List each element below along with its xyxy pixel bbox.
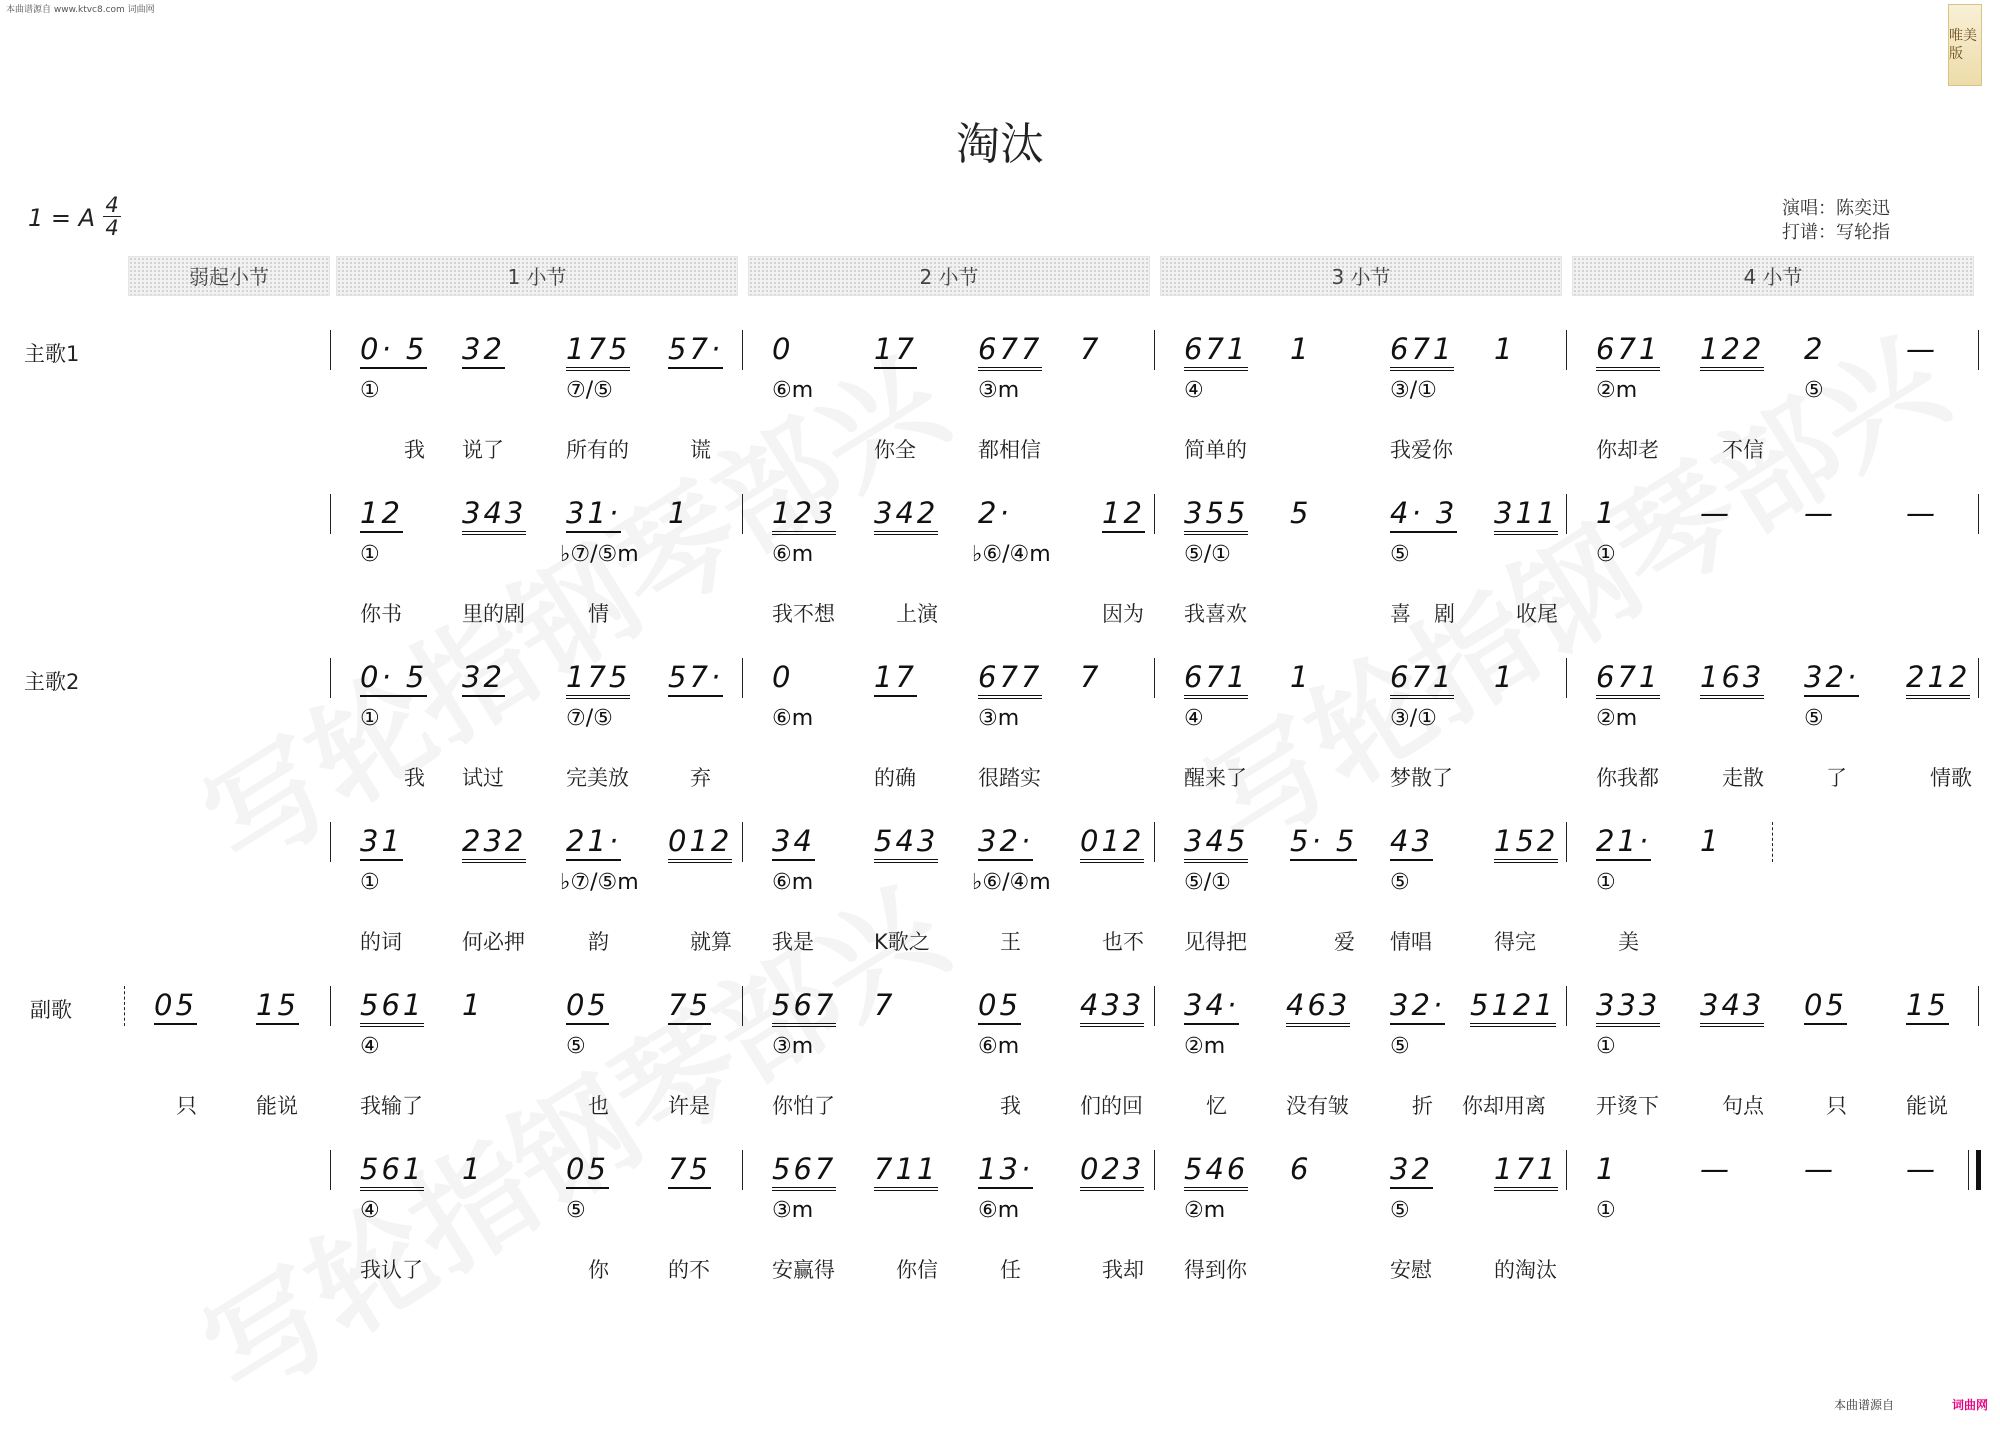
lyric: 我不想	[772, 602, 835, 626]
jianpu-note: 122	[1700, 332, 1764, 371]
footer-source: 本曲谱源自	[1834, 1398, 1895, 1412]
jianpu-note: 7	[1080, 660, 1102, 694]
lyric: 韵	[588, 930, 609, 954]
jianpu-note: 0	[772, 660, 794, 694]
lyric: 你却老	[1596, 438, 1659, 462]
jianpu-note: —	[1906, 496, 1938, 530]
lyric: 你我都	[1596, 766, 1659, 790]
footer-brand[interactable]: 词曲网	[1952, 1398, 1989, 1412]
chord-marker: ⑤/①	[1184, 870, 1231, 895]
jianpu-note: 32	[462, 332, 505, 369]
lyric: 弃	[690, 766, 711, 790]
jianpu-note: 2·	[978, 496, 1012, 530]
lyric: 开烫下	[1596, 1094, 1659, 1118]
time-signature	[100, 194, 124, 239]
jianpu-note: 677	[978, 332, 1042, 371]
section-label-chorus: 副歌	[30, 998, 72, 1022]
lyric: 我	[1000, 1094, 1021, 1118]
jianpu-note: 31	[360, 824, 403, 861]
lyric: 都相信	[978, 438, 1041, 462]
jianpu-note: 023	[1080, 1152, 1144, 1191]
chord-marker: ③/①	[1390, 706, 1437, 731]
lyric: 得完	[1494, 930, 1536, 954]
jianpu-note: —	[1906, 1152, 1938, 1186]
lyric: 我是	[772, 930, 814, 954]
jianpu-note: 4· 3	[1390, 496, 1457, 533]
chord-marker: ⑦/⑤	[566, 378, 613, 403]
jianpu-note: 433	[1080, 988, 1144, 1027]
lyric: 就算	[690, 930, 732, 954]
lyric: 的淘汰	[1494, 1258, 1557, 1282]
lyric: 也	[588, 1094, 609, 1118]
jianpu-note: 5	[1290, 496, 1312, 530]
jianpu-note: 05	[154, 988, 197, 1025]
jianpu-note: 671	[1596, 660, 1660, 699]
chord-marker: ③m	[978, 706, 1020, 731]
lyric: 的词	[360, 930, 402, 954]
jianpu-note: 17	[874, 660, 917, 697]
barline	[1154, 494, 1155, 534]
jianpu-note: 343	[462, 496, 526, 535]
jianpu-note: 57·	[668, 660, 723, 697]
jianpu-note: 12	[360, 496, 403, 533]
chord-marker: ③m	[772, 1034, 814, 1059]
lyric: 也不	[1102, 930, 1144, 954]
lyric: 我认了	[360, 1258, 423, 1282]
barline-dashed	[124, 986, 125, 1026]
lyric: 许是	[668, 1094, 710, 1118]
measure-label-1: 1 小节	[336, 256, 738, 296]
jianpu-note: —	[1804, 496, 1836, 530]
lyric: 我爱你	[1390, 438, 1453, 462]
jianpu-note: 32·	[1390, 988, 1445, 1025]
barline	[742, 1150, 743, 1190]
barline	[1566, 822, 1567, 862]
chord-marker: ⑤	[566, 1198, 586, 1223]
jianpu-note: 43	[1390, 824, 1433, 861]
jianpu-note: 1	[1596, 1152, 1618, 1186]
jianpu-note: 34·	[1184, 988, 1239, 1025]
edition-seal	[1948, 4, 1982, 86]
barline	[742, 986, 743, 1026]
chord-marker: ⑤	[1390, 1034, 1410, 1059]
lyric: 我喜欢	[1184, 602, 1247, 626]
song-title: 淘汰	[956, 119, 1044, 170]
chord-marker: ♭⑥/④m	[972, 542, 1051, 567]
jianpu-note: 343	[1700, 988, 1764, 1027]
jianpu-note: 1	[1596, 496, 1618, 530]
jianpu-note: 6	[1290, 1152, 1312, 1186]
jianpu-note: 152	[1494, 824, 1558, 863]
seal-text: 唯美版	[1949, 28, 1977, 62]
jianpu-note: 311	[1494, 496, 1558, 535]
lyric: K歌之	[874, 930, 930, 954]
lyric: 们的回	[1080, 1094, 1143, 1118]
lyric: 的确	[874, 766, 916, 790]
lyric: 安赢得	[772, 1258, 835, 1282]
jianpu-note: 21·	[566, 824, 621, 861]
barline	[742, 822, 743, 862]
jianpu-note: 1	[668, 496, 690, 530]
jianpu-note: 05	[566, 1152, 609, 1189]
arranger-credit: 打谱：写轮指	[1782, 222, 1890, 243]
lyric: 爱	[1334, 930, 1355, 954]
jianpu-note: 05	[566, 988, 609, 1025]
chord-marker: ⑥m	[772, 870, 814, 895]
barline	[1154, 330, 1155, 370]
lyric: 情唱	[1390, 930, 1432, 954]
singer-credit: 演唱：陈奕迅	[1782, 198, 1890, 219]
jianpu-note: —	[1700, 1152, 1732, 1186]
jianpu-note: 171	[1494, 1152, 1558, 1191]
chord-marker: ⑥m	[978, 1198, 1020, 1223]
chord-marker: ①	[1596, 542, 1616, 567]
chord-marker: ①	[360, 706, 380, 731]
chord-marker: ④	[360, 1198, 380, 1223]
lyric: 折	[1412, 1094, 1433, 1118]
lyric: 走散	[1722, 766, 1764, 790]
jianpu-note: 561	[360, 1152, 424, 1191]
jianpu-note: 32	[1390, 1152, 1433, 1189]
jianpu-note: 561	[360, 988, 424, 1027]
lyric: 谎	[690, 438, 711, 462]
lyric: 能说	[1906, 1094, 1948, 1118]
lyric: 王	[1000, 930, 1021, 954]
chord-marker: ③m	[978, 378, 1020, 403]
lyric: 何必押	[462, 930, 525, 954]
jianpu-note: 1	[1700, 824, 1722, 858]
chord-marker: ♭⑦/⑤m	[560, 870, 639, 895]
lyric: 说了	[462, 438, 504, 462]
jianpu-note: 671	[1390, 660, 1454, 699]
lyric: 我输了	[360, 1094, 423, 1118]
lyric: 喜	[1390, 602, 1411, 626]
jianpu-note: 12	[1102, 496, 1145, 533]
barline	[1566, 494, 1567, 534]
lyric: 美	[1618, 930, 1639, 954]
lyric: 因为	[1102, 602, 1144, 626]
chord-marker: ⑥m	[772, 378, 814, 403]
barline	[742, 658, 743, 698]
chord-marker: ⑥m	[978, 1034, 1020, 1059]
barline	[330, 658, 331, 698]
chord-marker: ①	[1596, 870, 1616, 895]
chord-marker: ②m	[1596, 378, 1638, 403]
jianpu-note: 671	[1184, 660, 1248, 699]
lyric: 我	[404, 438, 425, 462]
barline	[330, 1150, 331, 1190]
barline	[330, 986, 331, 1026]
lyric: 我却	[1102, 1258, 1144, 1282]
watermark	[168, 841, 972, 1432]
barline	[1154, 658, 1155, 698]
jianpu-note: 012	[1080, 824, 1144, 863]
chord-marker: ⑦/⑤	[566, 706, 613, 731]
jianpu-note: —	[1804, 1152, 1836, 1186]
jianpu-note: 15	[1906, 988, 1949, 1025]
lyric: 里的剧	[462, 602, 525, 626]
jianpu-note: 32·	[978, 824, 1033, 861]
barline	[1978, 494, 1979, 534]
jianpu-note: 0· 5	[360, 660, 427, 697]
chord-marker: ⑤	[1390, 870, 1410, 895]
key-signature: 1 = A	[28, 204, 96, 232]
lyric: 见得把	[1184, 930, 1247, 954]
jianpu-note: 123	[772, 496, 836, 535]
lyric: 简单的	[1184, 438, 1247, 462]
jianpu-note: 333	[1596, 988, 1660, 1027]
chord-marker: ⑤	[1390, 1198, 1410, 1223]
lyric: 了	[1826, 766, 1847, 790]
watermark	[1168, 291, 1972, 882]
lyric: 任	[1000, 1258, 1021, 1282]
lyric: 只	[176, 1094, 197, 1118]
lyric: 你信	[896, 1258, 938, 1282]
time-numerator: 4	[105, 193, 119, 217]
chord-marker: ⑤	[566, 1034, 586, 1059]
barline	[1154, 822, 1155, 862]
barline	[1978, 330, 1979, 370]
chord-marker: ♭⑥/④m	[972, 870, 1051, 895]
jianpu-note: 21·	[1596, 824, 1651, 861]
barline	[330, 330, 331, 370]
barline	[1566, 658, 1567, 698]
section-label-verse1: 主歌1	[24, 342, 80, 366]
barline	[1566, 330, 1567, 370]
measure-label-3: 3 小节	[1160, 256, 1562, 296]
lyric: 情歌	[1930, 766, 1972, 790]
jianpu-note: 1	[1494, 332, 1516, 366]
measure-label-2: 2 小节	[748, 256, 1150, 296]
jianpu-note: 342	[874, 496, 938, 535]
jianpu-note: 05	[1804, 988, 1847, 1025]
barline	[1154, 986, 1155, 1026]
jianpu-note: 671	[1390, 332, 1454, 371]
jianpu-note: 75	[668, 988, 711, 1025]
chord-marker: ①	[360, 542, 380, 567]
chord-marker: ①	[360, 378, 380, 403]
chord-marker: ③m	[772, 1198, 814, 1223]
lyric: 只	[1826, 1094, 1847, 1118]
jianpu-note: 7	[1080, 332, 1102, 366]
lyric: 所有的	[566, 438, 629, 462]
chord-marker: ⑤	[1804, 706, 1824, 731]
measure-label-4: 4 小节	[1572, 256, 1974, 296]
jianpu-note: 5· 5	[1290, 824, 1357, 861]
lyric: 上演	[896, 602, 938, 626]
jianpu-note: 2	[1804, 332, 1826, 366]
time-denominator: 4	[105, 216, 119, 240]
jianpu-note: 1	[1290, 332, 1312, 366]
jianpu-note: 17	[874, 332, 917, 369]
chord-marker: ④	[360, 1034, 380, 1059]
lyric: 没有皱	[1286, 1094, 1349, 1118]
barline	[1978, 986, 1979, 1026]
jianpu-note: 32	[462, 660, 505, 697]
final-barline	[1976, 1150, 1981, 1190]
lyric: 很踏实	[978, 766, 1041, 790]
jianpu-note: 34	[772, 824, 815, 861]
chord-marker: ⑥m	[772, 542, 814, 567]
jianpu-note: 163	[1700, 660, 1764, 699]
jianpu-note: 57·	[668, 332, 723, 369]
chord-marker: ④	[1184, 378, 1204, 403]
lyric: 能说	[256, 1094, 298, 1118]
chord-marker: ♭⑦/⑤m	[560, 542, 639, 567]
lyric: 你却用离	[1462, 1094, 1546, 1118]
lyric: 你全	[874, 438, 916, 462]
jianpu-note: 75	[668, 1152, 711, 1189]
barline	[1566, 1150, 1567, 1190]
jianpu-note: 0· 5	[360, 332, 427, 369]
jianpu-note: 05	[978, 988, 1021, 1025]
jianpu-note: 567	[772, 988, 836, 1027]
chord-marker: ③/①	[1390, 378, 1437, 403]
barline	[330, 822, 331, 862]
barline	[1978, 658, 1979, 698]
jianpu-note: 1	[462, 1152, 484, 1186]
jianpu-note: 711	[874, 1152, 938, 1191]
lyric: 不信	[1722, 438, 1764, 462]
lyric: 剧	[1434, 602, 1455, 626]
lyric: 你怕了	[772, 1094, 835, 1118]
lyric: 我	[404, 766, 425, 790]
jianpu-note: 0	[772, 332, 794, 366]
barline-dashed	[1772, 822, 1773, 862]
barline	[742, 330, 743, 370]
jianpu-note: 1	[1290, 660, 1312, 694]
chord-marker: ②m	[1184, 1198, 1226, 1223]
barline	[742, 494, 743, 534]
jianpu-note: 212	[1906, 660, 1970, 699]
jianpu-note: 7	[874, 988, 896, 1022]
lyric: 完美放	[566, 766, 629, 790]
jianpu-note: 463	[1286, 988, 1350, 1027]
chord-marker: ⑤/①	[1184, 542, 1231, 567]
chord-marker: ④	[1184, 706, 1204, 731]
barline	[1566, 986, 1567, 1026]
jianpu-note: —	[1906, 332, 1938, 366]
jianpu-note: 1	[1494, 660, 1516, 694]
jianpu-note: 15	[256, 988, 299, 1025]
chord-marker: ②m	[1184, 1034, 1226, 1059]
barline	[1968, 1150, 1969, 1190]
jianpu-note: 31·	[566, 496, 621, 533]
chord-marker: ⑥m	[772, 706, 814, 731]
jianpu-note: 546	[1184, 1152, 1248, 1191]
lyric: 梦散了	[1390, 766, 1453, 790]
barline	[1154, 1150, 1155, 1190]
jianpu-note: 345	[1184, 824, 1248, 863]
source-line: 本曲谱源自 www.ktvc8.com 词曲网	[6, 5, 155, 15]
chord-marker: ⑤	[1804, 378, 1824, 403]
chord-marker: ①	[360, 870, 380, 895]
jianpu-note: 355	[1184, 496, 1248, 535]
jianpu-note: 671	[1596, 332, 1660, 371]
lyric: 醒来了	[1184, 766, 1247, 790]
jianpu-note: 13·	[978, 1152, 1033, 1189]
lyric: 你	[588, 1258, 609, 1282]
jianpu-note: 677	[978, 660, 1042, 699]
barline	[330, 494, 331, 534]
lyric: 你书	[360, 602, 402, 626]
jianpu-note: 012	[668, 824, 732, 863]
lyric: 情	[588, 602, 609, 626]
jianpu-note: 175	[566, 332, 630, 371]
jianpu-note: 232	[462, 824, 526, 863]
lyric: 试过	[462, 766, 504, 790]
chord-marker: ⑤	[1390, 542, 1410, 567]
lyric: 句点	[1722, 1094, 1764, 1118]
jianpu-note: 32·	[1804, 660, 1859, 697]
jianpu-note: 543	[874, 824, 938, 863]
measure-label-pickup: 弱起小节	[128, 256, 330, 296]
lyric: 得到你	[1184, 1258, 1247, 1282]
lyric: 安慰	[1390, 1258, 1432, 1282]
chord-marker: ①	[1596, 1198, 1616, 1223]
jianpu-note: 5121	[1470, 988, 1556, 1027]
section-label-verse2: 主歌2	[24, 670, 80, 694]
jianpu-note: 567	[772, 1152, 836, 1191]
chord-marker: ②m	[1596, 706, 1638, 731]
jianpu-note: 175	[566, 660, 630, 699]
lyric: 收尾	[1516, 602, 1558, 626]
jianpu-note: 1	[462, 988, 484, 1022]
jianpu-note: —	[1700, 496, 1732, 530]
chord-marker: ①	[1596, 1034, 1616, 1059]
lyric: 忆	[1206, 1094, 1227, 1118]
jianpu-note: 671	[1184, 332, 1248, 371]
lyric: 的不	[668, 1258, 710, 1282]
